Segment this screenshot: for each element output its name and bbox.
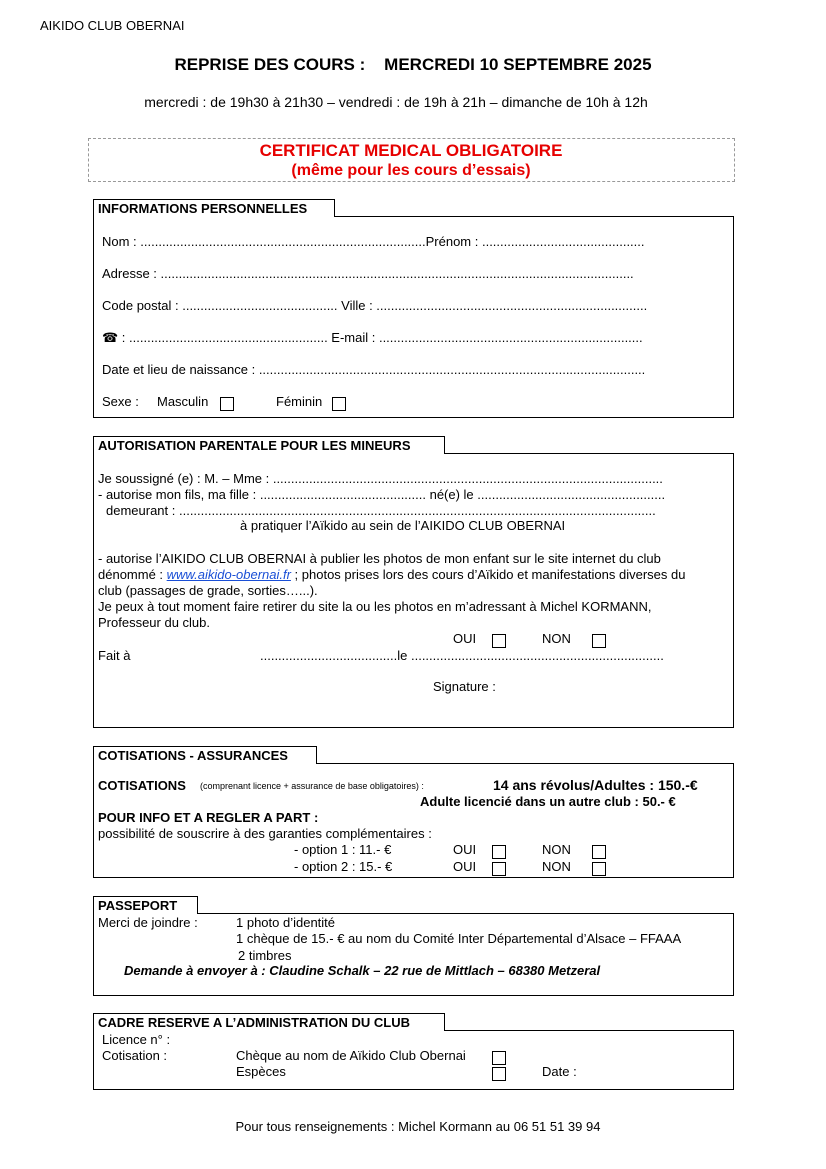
- option1-oui-label: OUI: [453, 842, 477, 857]
- photos-oui-label: OUI: [453, 631, 477, 646]
- photos-text-c: club (passages de grade, sorties…...).: [98, 583, 318, 598]
- retirer-text-a: Je peux à tout moment faire retirer du site la ou les photos en m’adressant à Michel KORMANN,: [98, 599, 652, 614]
- naissance-field[interactable]: Date et lieu de naissance : ...........................................................................................................: [102, 362, 646, 377]
- possibilite-text: possibilité de souscrire à des garanties complémentaires :: [98, 826, 432, 841]
- option1-label: - option 1 : 11.- €: [294, 842, 392, 857]
- masculin-label: Masculin: [157, 394, 209, 409]
- sexe-label: Sexe :: [102, 394, 139, 409]
- retirer-text-b: Professeur du club.: [98, 615, 211, 630]
- joindre-label: Merci de joindre :: [98, 915, 198, 930]
- photos-text-b: dénommé : www.aikido-obernai.fr ; photos prises lors des cours d’Aïkido et manifestations diverses du: [98, 567, 686, 582]
- passeport-item-photo: 1 photo d’identité: [236, 915, 336, 930]
- cotisation-label: Cotisation :: [102, 1048, 168, 1063]
- infos-title: INFORMATIONS PERSONNELLES: [93, 199, 335, 217]
- passeport-item-timbres: 2 timbres: [238, 948, 292, 963]
- option2-oui-label: OUI: [453, 859, 477, 874]
- cheque-checkbox[interactable]: [492, 1049, 506, 1065]
- fait-a-label: Fait à: [98, 648, 131, 663]
- admin-date-label: Date :: [542, 1064, 577, 1079]
- cheque-label: Chèque au nom de Aïkido Club Obernai: [236, 1048, 466, 1063]
- especes-checkbox[interactable]: [492, 1065, 506, 1081]
- photos-text-a: - autorise l’AIKIDO CLUB OBERNAI à publier les photos de mon enfant sur le site internet du club: [98, 551, 661, 566]
- footer-contact: Pour tous renseignements : Michel Kormann au 06 51 51 39 94: [235, 1119, 601, 1134]
- photos-non-checkbox[interactable]: [592, 632, 606, 648]
- demeurant-field[interactable]: demeurant : ....................................................................................................................................: [106, 503, 656, 518]
- info-regler: POUR INFO ET A REGLER A PART :: [98, 810, 319, 825]
- option2-non-label: NON: [542, 859, 571, 874]
- tarif-adultes: 14 ans révolus/Adultes : 150.-€: [493, 777, 698, 793]
- nom-field[interactable]: Nom : ...............................................................................Prénom : .............................................: [102, 234, 645, 249]
- option2-oui-checkbox[interactable]: [492, 860, 506, 876]
- photos-oui-checkbox[interactable]: [492, 632, 506, 648]
- feminin-checkbox[interactable]: [332, 395, 346, 411]
- tarif-licencie: Adulte licencié dans un autre club : 50.- €: [420, 794, 676, 809]
- fait-a-field[interactable]: ......................................le ......................................................................: [260, 648, 664, 663]
- photos-non-label: NON: [542, 631, 571, 646]
- cotisations-title: COTISATIONS - ASSURANCES: [93, 746, 317, 764]
- cotisations-note: (comprenant licence + assurance de base obligatoires) :: [200, 781, 424, 791]
- site-link[interactable]: www.aikido-obernai.fr: [166, 567, 291, 582]
- feminin-label: Féminin: [276, 394, 323, 409]
- passeport-item-cheque: 1 chèque de 15.- € au nom du Comité Inter Départemental d’Alsace – FFAAA: [236, 931, 682, 946]
- horaires: mercredi : de 19h30 à 21h30 – vendredi : de 19h à 21h – dimanche de 10h à 12h: [144, 94, 648, 110]
- option1-oui-checkbox[interactable]: [492, 843, 506, 859]
- passeport-title: PASSEPORT: [93, 896, 198, 914]
- certificat-title: CERTIFICAT MEDICAL OBLIGATOIRE: [259, 141, 563, 160]
- signature-label: Signature :: [433, 679, 496, 694]
- especes-label: Espèces: [236, 1064, 286, 1079]
- adresse-field[interactable]: Adresse : ...................................................................................................................................: [102, 266, 634, 281]
- soussigne-field[interactable]: Je soussigné (e) : M. – Mme : ............................................................................................................: [98, 471, 663, 486]
- autorisation-title: AUTORISATION PARENTALE POUR LES MINEURS: [93, 436, 445, 454]
- autorise-field[interactable]: - autorise mon fils, ma fille : .............................................. né(e) le ....................................................: [98, 487, 666, 502]
- passeport-demande: Demande à envoyer à : Claudine Schalk – 22 rue de Mittlach – 68380 Metzeral: [124, 963, 601, 978]
- cotisations-label: COTISATIONS: [98, 778, 186, 793]
- pratiquer-text: à pratiquer l’Aïkido au sein de l’AIKIDO CLUB OBERNAI: [240, 518, 566, 533]
- code-postal-field[interactable]: Code postal : ........................................... Ville : ...........................................................................: [102, 298, 648, 313]
- masculin-checkbox[interactable]: [220, 395, 234, 411]
- reprise-title: REPRISE DES COURS : MERCREDI 10 SEPTEMBRE 2025: [174, 55, 652, 74]
- option1-non-label: NON: [542, 842, 571, 857]
- option2-label: - option 2 : 15.- €: [294, 859, 393, 874]
- tel-email-field[interactable]: ☎ : ....................................................... E-mail : .........................................................................: [102, 330, 643, 345]
- licence-label: Licence n° :: [102, 1032, 171, 1047]
- certificat-subtitle: (même pour les cours d’essais): [291, 162, 531, 179]
- admin-title: CADRE RESERVE A L’ADMINISTRATION DU CLUB: [93, 1013, 445, 1031]
- option2-non-checkbox[interactable]: [592, 860, 606, 876]
- club-header: AIKIDO CLUB OBERNAI: [40, 18, 185, 33]
- option1-non-checkbox[interactable]: [592, 843, 606, 859]
